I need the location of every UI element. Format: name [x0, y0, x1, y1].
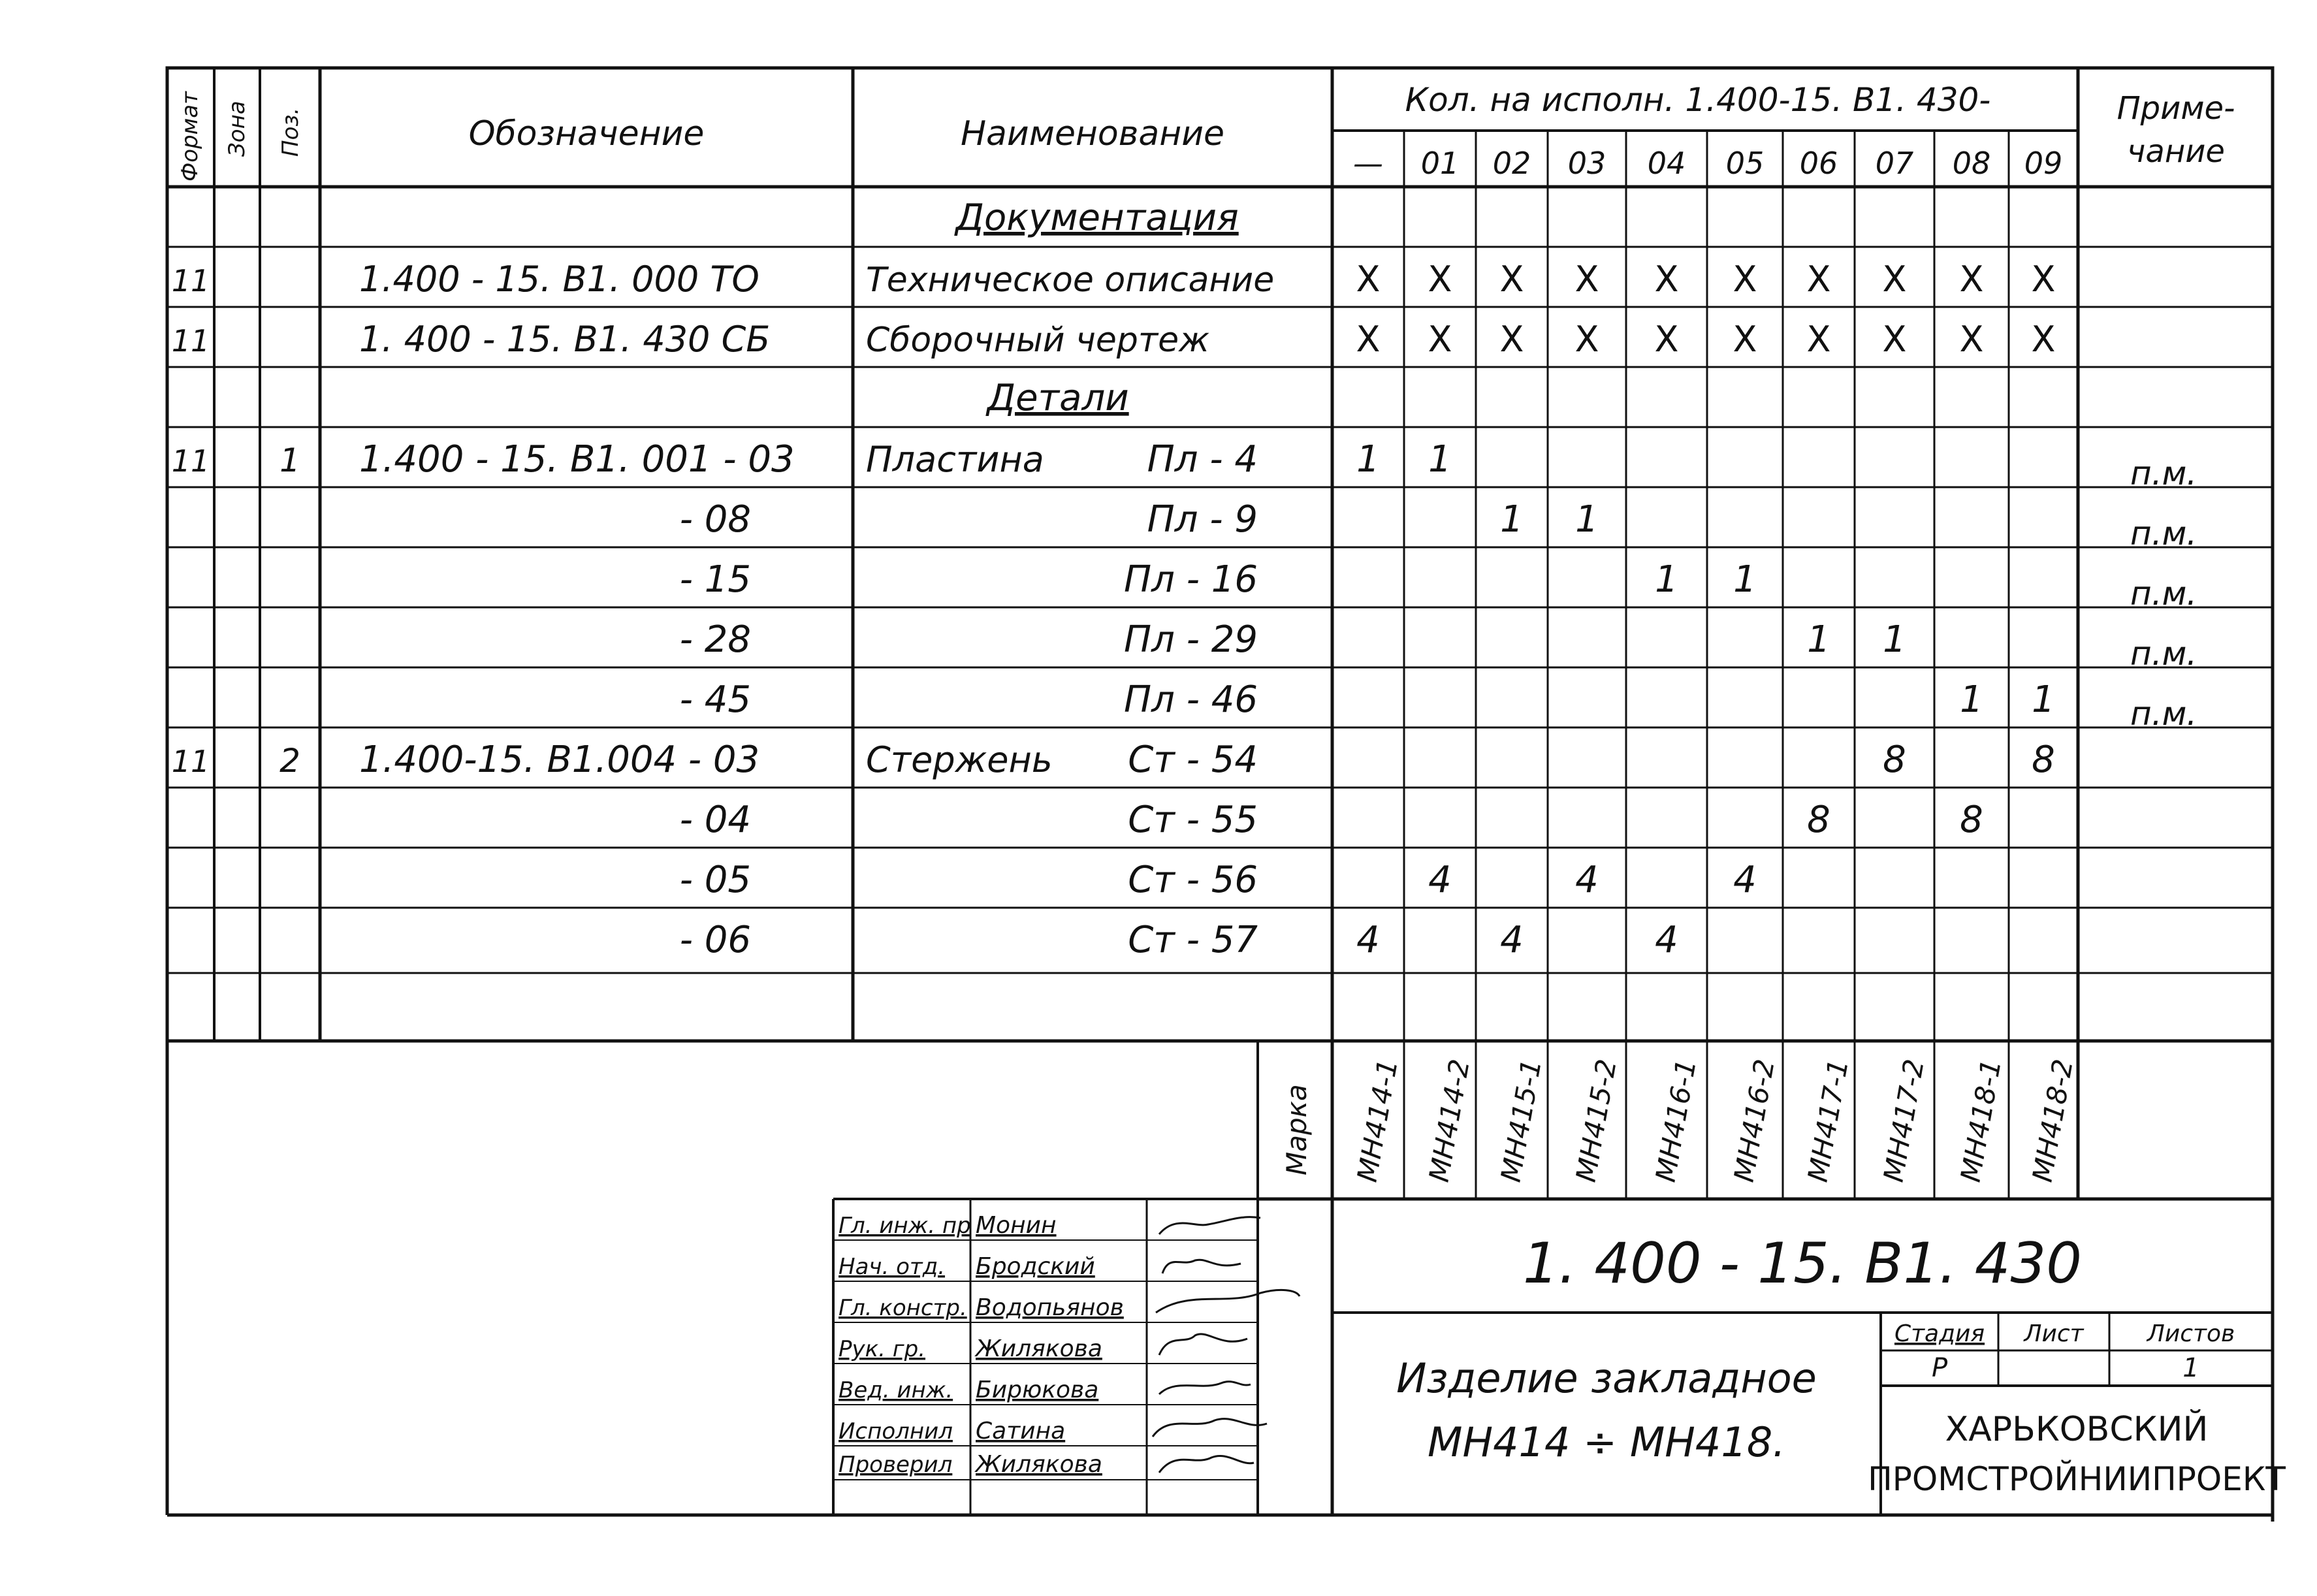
stage-value: Р: [1931, 1353, 1948, 1383]
row-mark: X: [1356, 319, 1381, 360]
header-designation-label: Обозначение: [468, 114, 705, 153]
row-mark: X: [1499, 259, 1524, 300]
row-code: Пл - 9: [1147, 498, 1258, 541]
title-block: [839, 1212, 2286, 1498]
header-qty-label: Кол. на исполн. 1.400-15. В1. 430-: [1405, 81, 1991, 119]
mark-label: МН415-2: [1569, 1057, 1623, 1185]
mark-labels: [1351, 1057, 2079, 1184]
header-note-label-2: чание: [2127, 133, 2225, 170]
signature-3: [1156, 1290, 1300, 1313]
row-mark: X: [1882, 259, 1907, 300]
row-qty: 4: [1575, 859, 1599, 901]
sheets-value: 1: [2182, 1353, 2199, 1383]
mark-label: МН417-1: [1801, 1057, 1855, 1185]
row-code: Ст - 56: [1128, 859, 1258, 901]
row-format: 11: [171, 263, 210, 298]
row-qty: 1: [1575, 498, 1599, 541]
document-code: 1. 400 - 15. В1. 430: [1523, 1231, 2082, 1296]
variant-header: 09: [2024, 146, 2063, 181]
signer-name: Монин: [976, 1212, 1057, 1239]
row-designation: - 45: [679, 678, 751, 721]
row-note: п.м.: [2130, 695, 2197, 733]
row-code: Ст - 55: [1128, 799, 1258, 841]
documentation-rows: [172, 259, 2056, 360]
row-mark: X: [1428, 319, 1452, 360]
detail-rows: [172, 438, 2197, 961]
row-designation: - 05: [679, 859, 751, 901]
mark-label: МН415-1: [1494, 1057, 1548, 1185]
variant-header: 07: [1875, 146, 1914, 181]
sheet-label: Лист: [2024, 1320, 2084, 1347]
table-row: [680, 678, 2197, 733]
row-mark: X: [1654, 319, 1679, 360]
row-note: п.м.: [2130, 515, 2197, 552]
signature-5: [1159, 1382, 1251, 1394]
row-qty: 8: [1807, 799, 1830, 841]
table-row: [172, 319, 2056, 360]
row-qty: 4: [1356, 919, 1380, 961]
signature-4: [1159, 1334, 1247, 1355]
product-name-line1: Изделие закладное: [1396, 1354, 1817, 1402]
row-designation: - 08: [679, 498, 751, 541]
row-qty: 1: [1733, 558, 1757, 601]
row-qty: 4: [1500, 919, 1524, 961]
row-qty: 4: [1428, 859, 1452, 901]
variant-header: 02: [1492, 146, 1531, 181]
row-mark: X: [1574, 259, 1599, 300]
signer-role: Нач. отд.: [839, 1254, 946, 1280]
mark-label: МН416-2: [1727, 1057, 1781, 1185]
variant-header: 04: [1647, 146, 1686, 181]
org-name-line2: ПРОМСТРОЙНИИПРОЕКТ: [1868, 1460, 2286, 1498]
row-mark: X: [1959, 259, 1984, 300]
row-mark: X: [2031, 319, 2056, 360]
header-name-label: Наименование: [960, 114, 1225, 153]
row-designation: - 06: [679, 919, 751, 961]
marks-row-label: Марка: [1281, 1084, 1313, 1175]
product-name-line2: МН414 ÷ МН418.: [1428, 1418, 1785, 1466]
row-pos: 2: [280, 742, 300, 780]
sheets-label: Листов: [2147, 1320, 2235, 1347]
header-pos-label: Поз.: [278, 107, 304, 157]
header-format-label: Формат: [177, 91, 203, 182]
row-designation: 1.400 - 15. В1. 000 ТО: [359, 259, 759, 300]
header-zone-label: Зона: [224, 101, 250, 157]
variant-header: 08: [1952, 146, 1991, 181]
signatures: [1153, 1217, 1300, 1473]
row-qty: 1: [1807, 618, 1830, 661]
signer-role: Исполнил: [839, 1418, 953, 1444]
row-qty: 8: [1960, 799, 1983, 841]
row-code: Ст - 54: [1128, 739, 1258, 781]
signer-role: Вед. инж.: [839, 1377, 953, 1403]
row-name: Техническое описание: [866, 261, 1275, 300]
variant-header: 03: [1567, 146, 1606, 181]
row-qty: 1: [1655, 558, 1678, 601]
row-designation: - 28: [679, 618, 751, 661]
stage-label: Стадия: [1894, 1320, 1985, 1347]
row-mark: X: [1733, 259, 1757, 300]
signer-name: Жилякова: [976, 1451, 1102, 1478]
mark-label: МН418-2: [2026, 1057, 2079, 1185]
row-designation: - 15: [679, 558, 751, 601]
row-mark: X: [2031, 259, 2056, 300]
row-qty: 4: [1655, 919, 1678, 961]
variant-header: —: [1353, 146, 1383, 181]
row-qty: 1: [2032, 678, 2055, 721]
row-name: Сборочный чертеж: [866, 321, 1209, 360]
mark-label: МН414-1: [1350, 1057, 1404, 1185]
signer-name: Бродский: [976, 1253, 1095, 1280]
row-name: Пластина: [866, 439, 1044, 480]
row-qty: 1: [1960, 678, 1983, 721]
section-details: Детали: [987, 377, 1129, 419]
row-mark: X: [1882, 319, 1907, 360]
row-code: Пл - 29: [1124, 618, 1258, 661]
row-qty: 1: [1428, 438, 1452, 481]
row-designation: - 04: [679, 799, 751, 841]
row-mark: X: [1574, 319, 1599, 360]
row-mark: X: [1356, 259, 1381, 300]
mark-label: МН414-2: [1422, 1057, 1476, 1185]
marks-row: [1281, 1057, 2079, 1184]
table-row: [172, 259, 2056, 300]
org-name-line1: ХАРЬКОВСКИЙ: [1945, 1410, 2209, 1449]
row-designation: 1. 400 - 15. В1. 430 СБ: [359, 319, 771, 360]
signer-name: Сатина: [976, 1418, 1066, 1444]
row-qty: 1: [1500, 498, 1524, 541]
signer-role: Проверил: [839, 1452, 953, 1478]
row-designation: 1.400-15. В1.004 - 03: [359, 739, 760, 781]
table-row: [680, 618, 2197, 673]
table-row: [172, 438, 2197, 492]
row-mark: X: [1959, 319, 1984, 360]
signer-role: Рук. гр.: [839, 1336, 926, 1362]
row-code: Ст - 57: [1128, 919, 1258, 961]
signers-table: [839, 1212, 1124, 1478]
row-pos: 1: [280, 441, 300, 479]
signer-name: Водопьянов: [976, 1294, 1124, 1321]
row-mark: X: [1654, 259, 1679, 300]
table-row: [172, 739, 2055, 781]
row-mark: X: [1499, 319, 1524, 360]
signature-7: [1159, 1456, 1254, 1473]
row-code: Пл - 46: [1124, 678, 1258, 721]
row-format: 11: [171, 323, 210, 359]
row-qty: 4: [1733, 859, 1757, 901]
row-mark: X: [1428, 259, 1452, 300]
row-name: Стержень: [866, 739, 1053, 780]
row-designation: 1.400 - 15. В1. 001 - 03: [359, 438, 795, 481]
row-mark: X: [1733, 319, 1757, 360]
row-qty: 8: [2032, 739, 2055, 781]
section-documentation: Документация: [955, 197, 1239, 239]
signature-6: [1153, 1419, 1267, 1437]
row-mark: X: [1806, 319, 1831, 360]
table-row: [680, 558, 2197, 613]
row-note: п.м.: [2130, 575, 2197, 613]
signer-role: Гл. инж. пр: [839, 1213, 971, 1239]
mark-label: МН416-1: [1649, 1057, 1702, 1185]
table-row: [680, 498, 2197, 552]
signature-1: [1159, 1217, 1260, 1234]
mark-label: МН418-1: [1954, 1057, 2007, 1185]
table-row: [680, 859, 1757, 901]
table-row: [680, 919, 1678, 961]
signature-2: [1162, 1260, 1241, 1273]
row-code: Пл - 4: [1147, 438, 1258, 481]
signer-role: Гл. констр.: [839, 1295, 967, 1321]
row-note: п.м.: [2130, 455, 2197, 492]
row-format: 11: [171, 744, 210, 779]
signer-name: Бирюкова: [976, 1377, 1099, 1403]
header-note-label-1: Приме-: [2117, 90, 2235, 127]
row-qty: 1: [1356, 438, 1380, 481]
variant-header: 06: [1799, 146, 1838, 181]
row-code: Пл - 16: [1124, 558, 1258, 601]
signer-name: Жилякова: [976, 1335, 1102, 1362]
row-qty: 1: [1883, 618, 1906, 661]
variant-header: 01: [1420, 146, 1460, 181]
mark-label: МН417-2: [1877, 1057, 1930, 1185]
row-qty: 8: [1883, 739, 1906, 781]
variant-header: 05: [1725, 146, 1765, 181]
row-note: п.м.: [2130, 635, 2197, 673]
row-mark: X: [1806, 259, 1831, 300]
row-format: 11: [171, 443, 210, 479]
